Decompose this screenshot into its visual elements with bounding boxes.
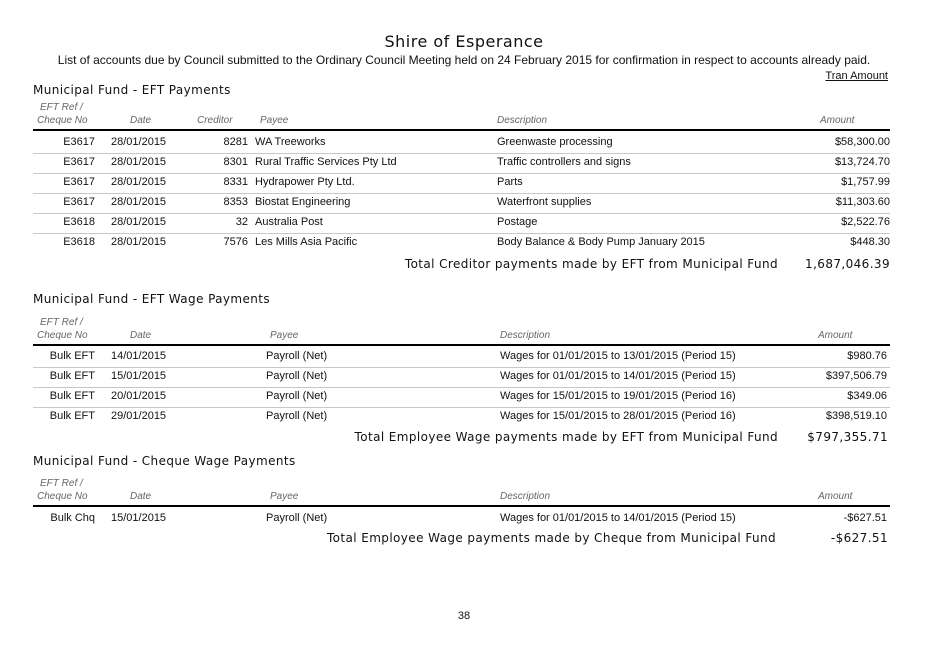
cell-description: Parts — [497, 176, 523, 188]
col-header-amount: Amount — [818, 330, 853, 341]
cell-date: 28/01/2015 — [111, 236, 167, 248]
header-rule — [33, 129, 890, 131]
cell-creditor: 32 — [235, 216, 248, 228]
col-header-ref-line2: Cheque No — [37, 330, 88, 341]
col-header-date: Date — [130, 330, 152, 341]
row-divider — [33, 367, 890, 368]
cell-creditor: 8331 — [223, 176, 248, 188]
cell-ref: Bulk EFT — [49, 390, 95, 402]
cell-payee: Payroll (Net) — [266, 512, 328, 524]
header-rule — [33, 344, 890, 346]
cell-description: Wages for 01/01/2015 to 14/01/2015 (Period 15) — [500, 512, 736, 524]
row-divider — [33, 193, 890, 194]
col-header-amount: Amount — [820, 115, 855, 126]
cell-description: Wages for 01/01/2015 to 14/01/2015 (Period 15) — [500, 370, 736, 382]
cell-description: Wages for 01/01/2015 to 13/01/2015 (Period 15) — [500, 350, 736, 362]
cell-ref: E3617 — [63, 136, 95, 148]
col-header-ref-line1: EFT Ref / — [40, 317, 83, 328]
cell-description: Wages for 15/01/2015 to 28/01/2015 (Period 16) — [500, 410, 736, 422]
cell-description: Traffic controllers and signs — [497, 156, 631, 168]
cheque-total-label: Total Employee Wage payments made by Cheque from Municipal Fund — [326, 531, 776, 545]
section-heading-cheque-wage-payments: Municipal Fund - Cheque Wage Payments — [33, 454, 296, 468]
cell-date: 29/01/2015 — [111, 410, 167, 422]
row-divider — [33, 407, 890, 408]
cell-date: 14/01/2015 — [111, 350, 167, 362]
col-header-description: Description — [500, 330, 551, 341]
document-title: Shire of Esperance — [384, 32, 544, 51]
col-header-description: Description — [497, 115, 548, 126]
col-header-ref-line1: EFT Ref / — [40, 102, 83, 113]
row-divider — [33, 233, 890, 234]
cell-payee: Payroll (Net) — [266, 350, 328, 362]
cell-payee: Rural Traffic Services Pty Ltd — [255, 156, 397, 168]
cell-description: Postage — [497, 216, 538, 228]
wage-total-label: Total Employee Wage payments made by EFT from Municipal Fund — [354, 430, 778, 444]
cell-date: 28/01/2015 — [111, 196, 167, 208]
cell-ref: Bulk EFT — [49, 350, 95, 362]
cell-date: 28/01/2015 — [111, 156, 167, 168]
cell-amount: -$627.51 — [843, 512, 887, 524]
col-header-ref-line2: Cheque No — [37, 491, 88, 502]
cell-payee: Payroll (Net) — [266, 370, 328, 382]
cell-date: 28/01/2015 — [111, 176, 167, 188]
cell-date: 28/01/2015 — [111, 136, 167, 148]
cell-amount: $58,300.00 — [834, 136, 890, 148]
col-header-payee: Payee — [260, 115, 289, 126]
cell-ref: Bulk EFT — [49, 410, 95, 422]
cell-ref: E3617 — [63, 176, 95, 188]
cell-date: 20/01/2015 — [111, 390, 167, 402]
cell-payee: Payroll (Net) — [266, 390, 328, 402]
section-heading-eft-payments: Municipal Fund - EFT Payments — [33, 83, 231, 97]
cell-amount: $349.06 — [847, 390, 887, 402]
cell-amount: $398,519.10 — [825, 410, 887, 422]
document-subtitle: List of accounts due by Council submitted to the Ordinary Council Meeting held on 24 February 2015 for confirmation in respect to accounts already paid. — [57, 53, 871, 67]
col-header-date: Date — [130, 115, 152, 126]
cell-ref: E3617 — [63, 196, 95, 208]
cell-amount: $397,506.79 — [825, 370, 887, 382]
eft-total-value: 1,687,046.39 — [805, 257, 890, 271]
cell-date: 28/01/2015 — [111, 216, 167, 228]
cell-creditor: 8281 — [223, 136, 248, 148]
cell-amount: $1,757.99 — [841, 176, 890, 188]
section-heading-eft-wage-payments: Municipal Fund - EFT Wage Payments — [33, 292, 271, 306]
cell-creditor: 8353 — [223, 196, 248, 208]
col-header-amount: Amount — [818, 491, 853, 502]
cell-payee: Les Mills Asia Pacific — [255, 236, 358, 248]
cell-creditor: 7576 — [223, 236, 248, 248]
page-number: 38 — [457, 610, 471, 622]
cheque-total-value: -$627.51 — [830, 531, 888, 545]
col-header-ref-line1: EFT Ref / — [40, 478, 83, 489]
cell-description: Greenwaste processing — [497, 136, 613, 148]
row-divider — [33, 387, 890, 388]
row-divider — [33, 173, 890, 174]
header-rule — [33, 505, 890, 507]
cell-description: Waterfront supplies — [497, 196, 592, 208]
cell-ref: E3618 — [63, 236, 95, 248]
col-header-ref-line2: Cheque No — [37, 115, 88, 126]
cell-payee: Biostat Engineering — [255, 196, 351, 208]
cell-ref: Bulk Chq — [50, 512, 95, 524]
tran-amount-label: Tran Amount — [825, 70, 888, 82]
cell-description: Wages for 15/01/2015 to 19/01/2015 (Period 16) — [500, 390, 736, 402]
cell-amount: $980.76 — [847, 350, 887, 362]
cell-ref: Bulk EFT — [49, 370, 95, 382]
row-divider — [33, 153, 890, 154]
cell-payee: Payroll (Net) — [266, 410, 328, 422]
eft-total-label: Total Creditor payments made by EFT from Municipal Fund — [404, 257, 778, 271]
col-header-creditor: Creditor — [197, 115, 233, 126]
cell-payee: Australia Post — [255, 216, 323, 228]
cell-description: Body Balance & Body Pump January 2015 — [497, 236, 705, 248]
cell-date: 15/01/2015 — [111, 370, 167, 382]
cell-ref: E3618 — [63, 216, 95, 228]
cell-payee: Hydrapower Pty Ltd. — [255, 176, 355, 188]
cell-amount: $448.30 — [850, 236, 890, 248]
cell-amount: $2,522.76 — [841, 216, 890, 228]
wage-total-value: $797,355.71 — [807, 430, 888, 444]
col-header-payee: Payee — [270, 330, 299, 341]
col-header-description: Description — [500, 491, 551, 502]
col-header-payee: Payee — [270, 491, 299, 502]
cell-payee: WA Treeworks — [255, 136, 326, 148]
cell-ref: E3617 — [63, 156, 95, 168]
cell-creditor: 8301 — [223, 156, 248, 168]
cell-amount: $11,303.60 — [835, 196, 890, 208]
cell-date: 15/01/2015 — [111, 512, 167, 524]
row-divider — [33, 213, 890, 214]
cell-amount: $13,724.70 — [834, 156, 890, 168]
col-header-date: Date — [130, 491, 152, 502]
